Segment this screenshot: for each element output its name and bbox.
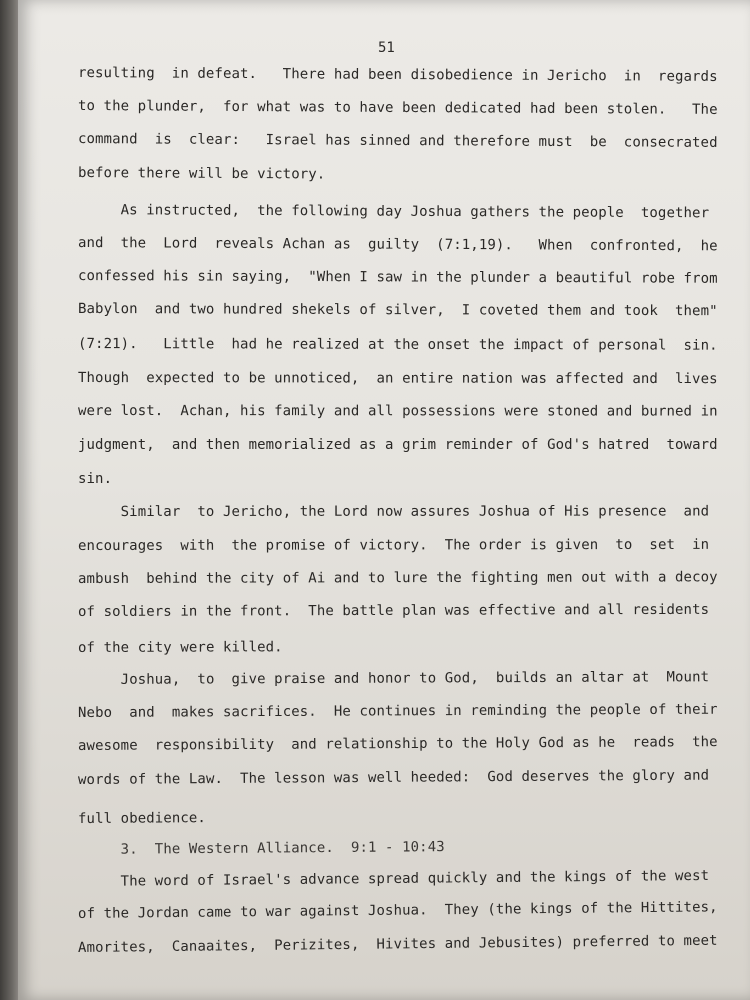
- section-heading: 3. The Western Alliance. 9:1 - 10:43: [77, 839, 445, 858]
- text-line: of soldiers in the front. The battle plan was effective and all residents: [77, 601, 710, 620]
- page-number: 51: [378, 40, 395, 56]
- text-line: (7:21). Little had he realized at the onset the impact of personal sin.: [77, 336, 718, 354]
- text-line: sin.: [78, 471, 113, 487]
- text-line: command is clear: Israel has sinned and therefore must be consecrated: [77, 131, 718, 151]
- text-line: ambush behind the city of Ai and to lure the fighting men out with a decoy: [77, 569, 718, 587]
- text-line: As instructed, the following day Joshua gathers the people together: [77, 202, 710, 222]
- text-line: Nebo and makes sacrifices. He continues in reminding the people of their: [77, 701, 718, 721]
- text-line: The word of Israel's advance spread quickly and the kings of the west: [77, 867, 710, 890]
- text-line: and the Lord reveals Achan as guilty (7:1,19). When confronted, he: [77, 235, 718, 255]
- text-line: confessed his sin saying, "When I saw in the plunder a beautiful robe from: [77, 268, 718, 287]
- text-line: were lost. Achan, his family and all possessions were stoned and burned in: [77, 403, 718, 420]
- text-line: to the plunder, for what was to have been dedicated had been stolen. The: [77, 98, 718, 118]
- text-line: Amorites, Canaaites, Perizites, Hivites and Jebusites) preferred to meet: [77, 932, 718, 956]
- text-line: before there will be victory.: [77, 165, 326, 183]
- text-line: Similar to Jericho, the Lord now assures Joshua of His presence and: [77, 503, 710, 520]
- text-line: awesome responsibility and relationship to the Holy God as he reads the: [77, 734, 718, 754]
- text-line: encourages with the promise of victory. The order is given to set in: [77, 536, 710, 554]
- text-line: Joshua, to give praise and honor to God, builds an altar at Mount: [77, 669, 710, 688]
- document-page: [18, 0, 750, 1000]
- text-line: full obedience.: [77, 810, 206, 827]
- text-line: Babylon and two hundred shekels of silver, I coveted them and took them": [77, 301, 718, 320]
- text-line: Though expected to be unnoticed, an entire nation was affected and lives: [77, 370, 718, 388]
- text-line: words of the Law. The lesson was well heeded: God deserves the glory and: [77, 767, 710, 788]
- text-line: resulting in defeat. There had been disobedience in Jericho in regards: [77, 65, 718, 85]
- text-line: of the Jordan came to war against Joshua. They (the kings of the Hittites,: [77, 899, 718, 922]
- text-line: of the city were killed.: [77, 639, 283, 656]
- text-line: judgment, and then memorialized as a grim reminder of God's hatred toward: [78, 437, 718, 453]
